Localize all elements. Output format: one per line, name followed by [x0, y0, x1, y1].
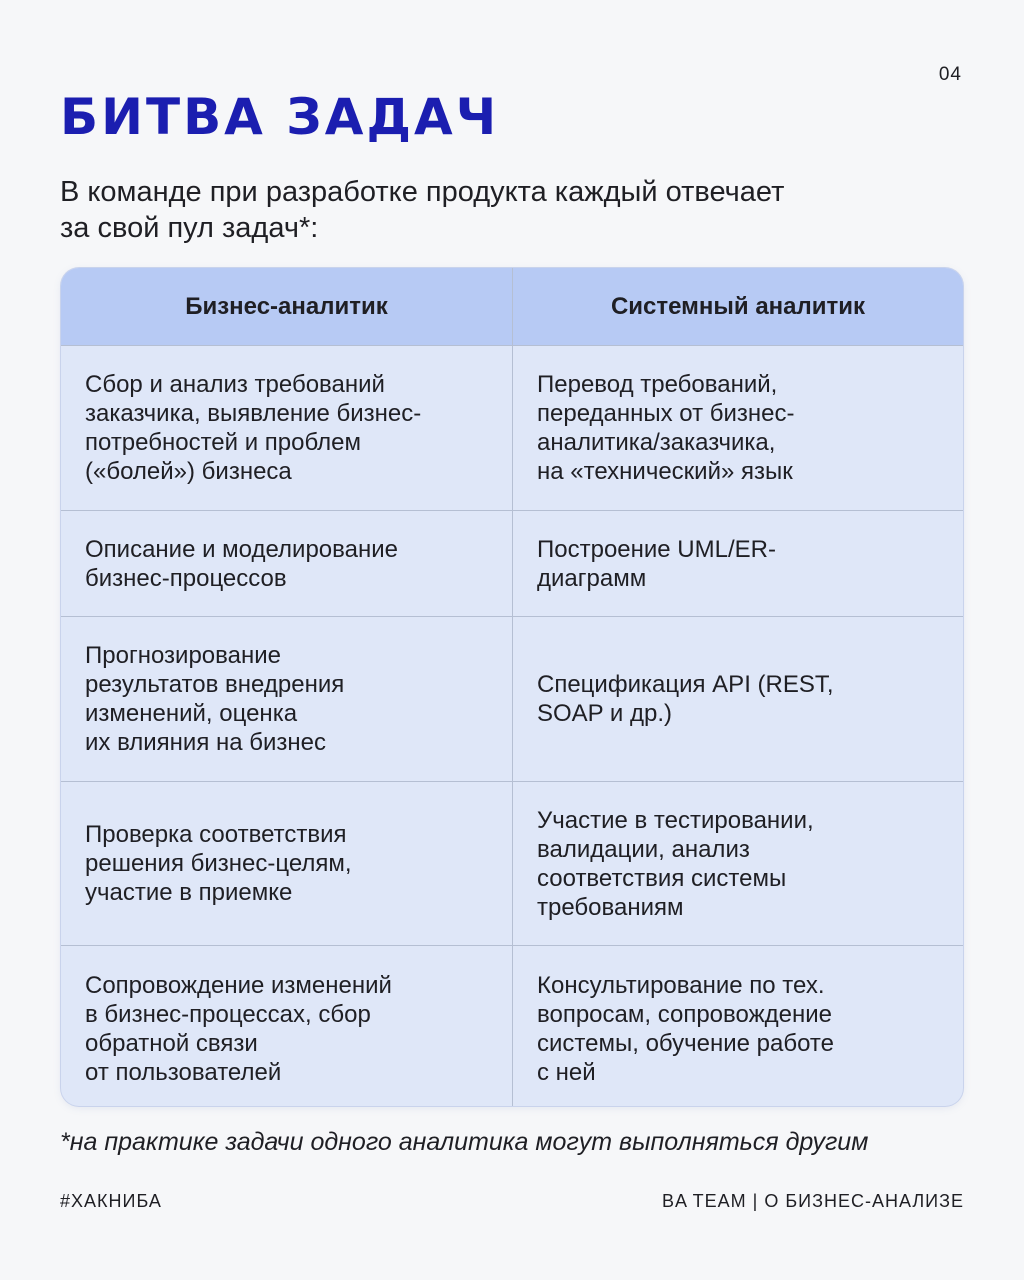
footnote: *на практике задачи одного аналитика могут выполняться другим: [60, 1128, 869, 1156]
table-row: [61, 781, 963, 945]
table-cell-system: [512, 617, 963, 781]
table-cell-system: [512, 946, 963, 1106]
cell-text: Проверка соответствия решения бизнес-целям, участие в приемке: [85, 821, 352, 906]
table-cell-system: [512, 782, 963, 945]
cell-text: Перевод требований, переданных от бизнес- аналитика/заказчика, на «технический» язык: [537, 371, 795, 485]
table-cell-business: [61, 346, 512, 510]
footer-hashtag: #ХАКНИБА: [60, 1191, 162, 1211]
cell-text: Участие в тестировании, валидации, анализ соответствия системы требованиям: [537, 806, 814, 921]
footer-brand: BA TEAM | О БИЗНЕС-АНАЛИЗЕ: [661, 1191, 964, 1211]
table-cell-business: [61, 946, 512, 1106]
page-title: БИТВА ЗАДАЧ: [60, 88, 500, 146]
table-row: [61, 945, 963, 1106]
header-label: Бизнес-аналитик: [185, 293, 388, 320]
comparison-table: [61, 268, 963, 1106]
cell-text: Сопровождение изменений в бизнес-процессах, сбор обратной связи от пользователей: [85, 971, 392, 1086]
header-system-analyst: [512, 268, 963, 345]
header-business-analyst: [61, 268, 512, 345]
table-row: [61, 510, 963, 616]
table-header-row: [61, 268, 963, 345]
cell-text: Описание и моделирование бизнес-процессов: [85, 535, 398, 592]
table-cell-business: [61, 782, 512, 945]
table-cell-system: [512, 511, 963, 616]
table-cell-business: [61, 617, 512, 781]
cell-text: Спецификация API (REST, SOAP и др.): [537, 671, 834, 727]
page-number: 04: [938, 64, 962, 85]
cell-text: Консультирование по тех. вопросам, сопровождение системы, обучение работе с ней: [537, 971, 834, 1086]
table-row: [61, 616, 963, 781]
table-cell-system: [512, 346, 963, 510]
table-row: [61, 345, 963, 510]
header-label: Системный аналитик: [610, 293, 866, 320]
cell-text: Сбор и анализ требований заказчика, выявление бизнес- потребностей и проблем («болей») бизнеса: [85, 371, 422, 485]
cell-text: Прогнозирование результатов внедрения изменений, оценка их влияния на бизнес: [85, 642, 345, 756]
cell-text: Построение UML/ER- диаграмм: [537, 535, 776, 592]
table-cell-business: [61, 511, 512, 616]
intro-text: В команде при разработке продукта каждый отвечает за свой пул задач*:: [60, 176, 785, 244]
